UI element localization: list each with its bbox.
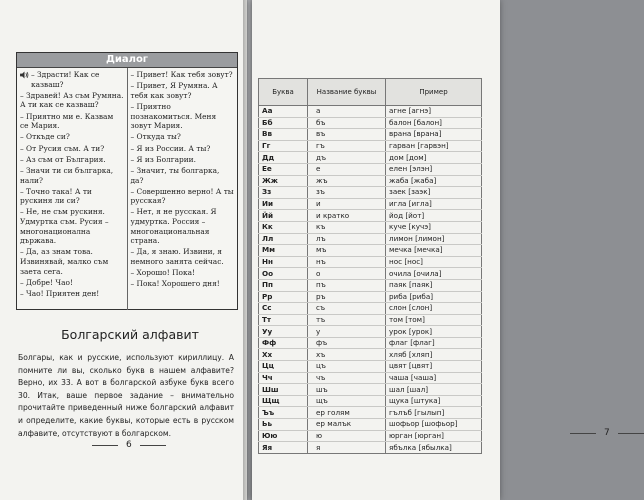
dialog-line-text: – Аз съм от България. [20, 154, 106, 164]
letter-cell: Бб [259, 117, 308, 129]
example-cell: шофьор [шофьор] [386, 419, 482, 431]
table-row [259, 314, 482, 326]
dialog-line [131, 102, 235, 131]
example-cell: врана [врана] [386, 129, 482, 141]
example-cell: елен [элэн] [386, 163, 482, 175]
table-row [259, 163, 482, 175]
dialog-line [131, 81, 235, 100]
letter-cell: Юю [259, 430, 308, 442]
dialog-line [131, 132, 235, 142]
dialog-line [131, 166, 235, 185]
example-cell: хляб [хляп] [386, 349, 482, 361]
example-cell: агне [агнэ] [386, 106, 482, 118]
table-row [259, 245, 482, 257]
example-cell: цвят [цвят] [386, 361, 482, 373]
intro-paragraph: Болгары, как и русские, используют кириллицу. А помните ли вы, сколько букв в нашем алфавите? Верно, их 33. А вот в болгарской азбуке букв всего 30. Итак, ваше первое задание – внимательно прочитайте приведенный ниже болгарский алфавит и определите, какие буквы, которые есть в русском алфавите, отсутствуют в болгарском. [18, 353, 234, 438]
letter-cell: Пп [259, 279, 308, 291]
dialog-line-text: – Откъде си? [20, 132, 70, 142]
dialog-line-text: – Нет, я не русская. Я удмуртка. Россия – многонациональная страна. [130, 207, 217, 246]
table-row [259, 187, 482, 199]
table-row [259, 106, 482, 118]
dialog-line-text: – Пока! Хорошего дня! [130, 279, 220, 289]
letter-cell: Жж [259, 175, 308, 187]
example-cell: том [том] [386, 314, 482, 326]
dialog-line [20, 70, 124, 89]
page-number: 7 [604, 428, 610, 438]
letter-name-cell: къ [308, 221, 386, 233]
table-row [259, 303, 482, 315]
example-cell: урок [урок] [386, 326, 482, 338]
letter-cell: Дд [259, 152, 308, 164]
letter-name-cell: о [308, 268, 386, 280]
letter-name-cell: чъ [308, 372, 386, 384]
header-letter: Буква [259, 79, 308, 106]
example-cell: жаба [жаба] [386, 175, 482, 187]
letter-cell: Йй [259, 210, 308, 222]
letter-cell: Ии [259, 198, 308, 210]
example-cell: мечка [мечка] [386, 245, 482, 257]
letter-cell: Нн [259, 256, 308, 268]
header-example: Пример [386, 79, 482, 106]
table-row [259, 384, 482, 396]
dialog-line [131, 207, 235, 245]
letter-name-cell: бъ [308, 117, 386, 129]
dialog-line [20, 91, 124, 110]
table-row [259, 221, 482, 233]
speaker-icon[interactable] [20, 71, 29, 79]
left-page [0, 0, 247, 500]
dialog-line-text: – Не, не съм рускиня. Удмуртка съм. Русия – многонационална държава. [20, 207, 109, 246]
table-row [259, 361, 482, 373]
example-cell: балон [балон] [386, 117, 482, 129]
letter-cell: Аа [259, 106, 308, 118]
dialog-line-text: – Чао! Приятен ден! [20, 289, 100, 298]
dialog-title: Диалог [17, 53, 237, 68]
letter-name-cell: ю [308, 430, 386, 442]
dialog-line [131, 70, 235, 80]
folio-rule [618, 433, 644, 434]
letter-name-cell: зъ [308, 187, 386, 199]
letter-cell: Гг [259, 140, 308, 152]
dialog-line-text: – Значит, ты болгарка, да? [130, 165, 220, 185]
dialog-line [20, 132, 124, 142]
example-cell: нос [нос] [386, 256, 482, 268]
table-row [259, 372, 482, 384]
letter-cell: Шш [259, 384, 308, 396]
letter-cell: Яя [259, 442, 308, 454]
dialog-line [20, 144, 124, 154]
dialog-column-russian [127, 68, 238, 310]
dialog-line [20, 187, 124, 206]
example-cell: гълъб [гылып] [386, 407, 482, 419]
table-row [259, 233, 482, 245]
letter-name-cell: хъ [308, 349, 386, 361]
dialog-line-text: – Я из Болгарии. [130, 154, 196, 164]
letter-cell: Ее [259, 163, 308, 175]
dialog-body [17, 68, 237, 310]
dialog-line [131, 268, 235, 278]
folio-rule [140, 445, 166, 446]
example-cell: гарван [гарвэн] [386, 140, 482, 152]
table-row [259, 152, 482, 164]
letter-name-cell: я [308, 442, 386, 454]
dialog-box [16, 52, 238, 310]
letter-name-cell: а [308, 106, 386, 118]
dialog-line-text: – Значи ти си българка, нали? [20, 165, 114, 185]
letter-name-cell: ер голям [308, 407, 386, 419]
letter-cell: Хх [259, 349, 308, 361]
example-cell: риба [риба] [386, 291, 482, 303]
example-cell: паяк [паяк] [386, 279, 482, 291]
dialog-column-bulgarian [17, 68, 127, 310]
example-cell: юрган [юрган] [386, 430, 482, 442]
example-cell: дом [дом] [386, 152, 482, 164]
dialog-line-text: – Я из России. А ты? [130, 143, 211, 153]
table-row [259, 140, 482, 152]
letter-name-cell: цъ [308, 361, 386, 373]
letter-cell: Щщ [259, 395, 308, 407]
table-row [259, 268, 482, 280]
table-row [259, 117, 482, 129]
letter-cell: Сс [259, 303, 308, 315]
letter-name-cell: ер малък [308, 419, 386, 431]
page-number-left [92, 440, 166, 450]
table-row [259, 129, 482, 141]
dialog-line [131, 144, 235, 154]
table-row [259, 326, 482, 338]
dialog-line-text: – Откуда ты? [130, 132, 181, 142]
dialog-line-text: – Привет! Как тебя зовут? [130, 70, 233, 79]
letter-cell: Ьь [259, 419, 308, 431]
header-letter-name: Название буквы [308, 79, 386, 106]
dialog-line [20, 112, 124, 131]
page-number-right [570, 428, 644, 438]
table-row [259, 442, 482, 454]
letter-name-cell: ръ [308, 291, 386, 303]
letter-cell: Уу [259, 326, 308, 338]
dialog-line [131, 247, 235, 266]
dialog-line [20, 289, 124, 299]
example-cell: заек [заэк] [386, 187, 482, 199]
example-cell: щука [штука] [386, 395, 482, 407]
letter-name-cell: пъ [308, 279, 386, 291]
letter-cell: Фф [259, 337, 308, 349]
alphabet-table-body [259, 106, 482, 454]
folio-rule [92, 445, 118, 446]
letter-cell: Оо [259, 268, 308, 280]
dialog-line-text: – Приятно познакомиться. Меня зовут Мария. [130, 101, 217, 131]
page-number: 6 [126, 440, 132, 450]
dialog-line [131, 279, 235, 289]
table-row [259, 279, 482, 291]
table-row [259, 430, 482, 442]
letter-name-cell: тъ [308, 314, 386, 326]
letter-cell: Кк [259, 221, 308, 233]
letter-name-cell: гъ [308, 140, 386, 152]
dialog-line [20, 278, 124, 288]
dialog-line-text: – Да, я знаю. Извини, я немного занята сейчас. [130, 247, 224, 267]
example-cell: лимон [лимон] [386, 233, 482, 245]
letter-name-cell: фъ [308, 337, 386, 349]
letter-name-cell: нъ [308, 256, 386, 268]
letter-cell: Тт [259, 314, 308, 326]
dialog-line-text: – Точно така! А ти рускиня ли си? [20, 186, 92, 206]
section-title: Болгарский алфавит [61, 327, 199, 342]
table-row [259, 256, 482, 268]
letter-cell: Зз [259, 187, 308, 199]
example-cell: флаг [флаг] [386, 337, 482, 349]
letter-name-cell: е [308, 163, 386, 175]
dialog-line-text: – Добре! Чао! [20, 277, 73, 287]
dialog-line-text: – Здрасти! Как се казваш? [31, 70, 100, 89]
alphabet-table [258, 78, 482, 454]
dialog-line-text: – Приятно ми е. Казвам се Мария. [20, 111, 114, 131]
example-cell: ябълка [ябылка] [386, 442, 482, 454]
table-row [259, 337, 482, 349]
table-row [259, 210, 482, 222]
letter-name-cell: въ [308, 129, 386, 141]
table-row [259, 175, 482, 187]
letter-cell: Мм [259, 245, 308, 257]
table-row [259, 198, 482, 210]
letter-name-cell: мъ [308, 245, 386, 257]
folio-rule [570, 433, 596, 434]
letter-cell: Цц [259, 361, 308, 373]
letter-name-cell: дъ [308, 152, 386, 164]
table-header-row [259, 79, 482, 106]
letter-name-cell: жъ [308, 175, 386, 187]
dialog-line-text: – Привет, Я Румяна. А тебя как зовут? [130, 81, 218, 100]
table-row [259, 407, 482, 419]
dialog-line [20, 166, 124, 185]
letter-name-cell: шъ [308, 384, 386, 396]
dialog-line-text: – Хорошо! Пока! [130, 268, 195, 278]
example-cell: игла [игла] [386, 198, 482, 210]
example-cell: слон [слон] [386, 303, 482, 315]
table-row [259, 349, 482, 361]
letter-cell: Ъъ [259, 407, 308, 419]
letter-name-cell: щъ [308, 395, 386, 407]
example-cell: йод [йот] [386, 210, 482, 222]
dialog-line-text: – От Русия съм. А ти? [20, 143, 105, 153]
table-row [259, 291, 482, 303]
dialog-line-text: – Здравей! Аз съм Румяна. А ти как се казваш? [20, 90, 124, 110]
letter-cell: Лл [259, 233, 308, 245]
dialog-line [20, 247, 124, 276]
letter-cell: Чч [259, 372, 308, 384]
example-cell: чаша [чаша] [386, 372, 482, 384]
dialog-line [20, 155, 124, 165]
example-cell: очила [очила] [386, 268, 482, 280]
letter-name-cell: съ [308, 303, 386, 315]
letter-name-cell: лъ [308, 233, 386, 245]
dialog-line [131, 187, 235, 206]
example-cell: шал [шал] [386, 384, 482, 396]
letter-cell: Рр [259, 291, 308, 303]
table-row [259, 395, 482, 407]
example-cell: куче [кучэ] [386, 221, 482, 233]
dialog-line-text: – Да, аз знам това. Извинявай, малко съм заета сега. [20, 247, 109, 276]
letter-name-cell: у [308, 326, 386, 338]
dialog-line-text: – Совершенно верно! А ты русская? [130, 186, 234, 206]
dialog-line [20, 207, 124, 245]
table-row [259, 419, 482, 431]
dialog-line [131, 155, 235, 165]
letter-cell: Вв [259, 129, 308, 141]
letter-name-cell: и кратко [308, 210, 386, 222]
letter-name-cell: и [308, 198, 386, 210]
